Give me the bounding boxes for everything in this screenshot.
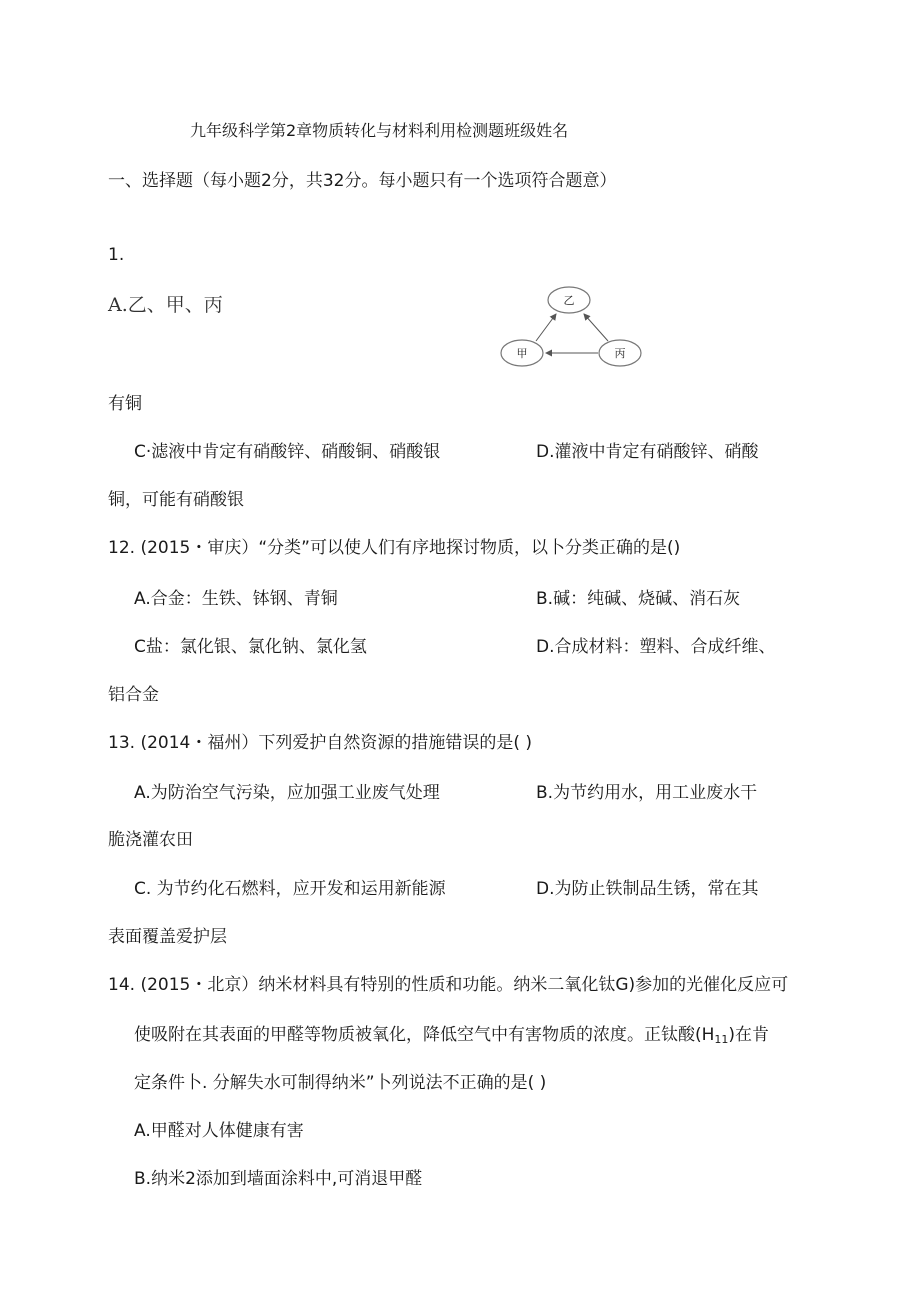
- question-1-option-a: A.乙、甲、丙: [108, 294, 223, 316]
- question-12-option-c: C盐：氯化银、氯化钠、氯化氢: [134, 637, 367, 657]
- question-13-option-c: C. 为节约化石燃料，应开发和运用新能源: [134, 879, 446, 899]
- question-14-option-b: B.纳米2添加到墙面涂料中,可消退甲醛: [134, 1169, 423, 1189]
- question-1-number: 1.: [108, 245, 125, 265]
- question-12-stem: 12. (2015・审庆）“分类”可以使人们有序地探讨物质，以卜分类正确的是(): [108, 538, 681, 558]
- question-13-option-b-continuation: 脆浇灌农田: [108, 830, 193, 850]
- question-14-stem-line-2-end: )在肯: [728, 1025, 770, 1045]
- question-12-option-d-continuation: 铝合金: [108, 685, 159, 705]
- section-heading: 一、选择题（每小题2分，共32分。每小题只有一个选项符合题意）: [108, 171, 617, 191]
- question-14-stem-line-1: 14. (2015・北京）纳米材料具有特别的性质和功能。纳米二氧化钛G)参加的光催化反应可: [108, 975, 789, 995]
- question-13-option-b: B.为节约用水，用工业废水干: [536, 783, 758, 803]
- question-11-option-d: D.灌液中肯定有硝酸锌、硝酸: [536, 442, 759, 462]
- question-11-option-d-continuation: 铜，可能有硝酸银: [108, 490, 244, 510]
- question-13-option-d: D.为防止铁制品生锈，常在其: [536, 879, 759, 899]
- arrow-bing-to-yi: [584, 314, 608, 341]
- question-13-stem: 13. (2014・福州）下列爱护自然资源的措施错误的是( ): [108, 733, 533, 753]
- question-13-option-a: A.为防治空气污染，应加强工业废气处理: [134, 783, 440, 803]
- node-bing-label: 丙: [614, 347, 626, 360]
- formula-subscript: 11: [714, 1033, 729, 1046]
- node-yi-label: 乙: [563, 294, 575, 307]
- question-14-stem-line-2-text: 使吸附在其表面的甲醛等物质被氧化，降低空气中有害物质的浓度。正钛酸(H: [134, 1025, 715, 1045]
- question-14-stem-line-3: 定条件卜. 分解失水可制得纳米”卜列说法不正确的是( ): [134, 1073, 547, 1093]
- question-14-option-a: A.甲醛对人体健康有害: [134, 1121, 304, 1141]
- arrow-jia-to-yi: [536, 314, 556, 341]
- question-11-option-c: C·滤液中肯定有硝酸锌、硝酸铜、硝酸银: [134, 442, 441, 462]
- node-jia-label: 甲: [516, 347, 528, 360]
- question-14-stem-line-2: [134, 1024, 769, 1051]
- reaction-cycle-diagram: [492, 283, 648, 375]
- question-12-option-d: D.合成材料：塑料、合成纤维、: [536, 637, 776, 657]
- question-11-continuation: 有铜: [108, 394, 142, 414]
- question-12-option-b: B.碱：纯碱、烧碱、消石灰: [536, 589, 741, 609]
- question-12-option-a: A.合金：生铁、钵钢、青铜: [134, 589, 338, 609]
- page-title: 九年级科学第2章物质转化与材料利用检测题班级姓名: [190, 121, 569, 140]
- question-13-option-d-continuation: 表面覆盖爱护层: [108, 927, 227, 947]
